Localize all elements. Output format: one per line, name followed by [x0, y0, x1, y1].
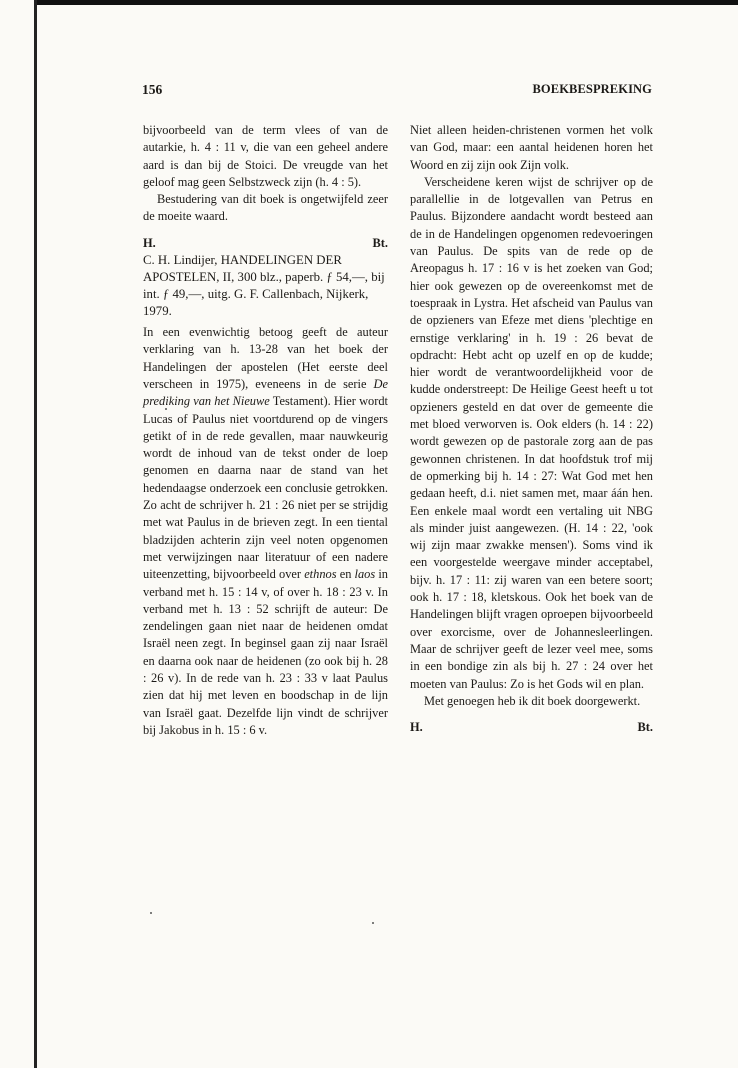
- left-column: [143, 122, 388, 739]
- review-text-a: In een evenwichtig betoog geeft de auteur verklaring van h. 13-28 van het boek der Handelingen der apostelen (Het eerste deel verscheen in 1975), eveneens in de serie: [143, 325, 388, 391]
- scan-speck: [372, 922, 374, 924]
- term-laos: laos: [354, 567, 376, 582]
- book-citation: [143, 252, 388, 320]
- review-text-c: en: [336, 567, 355, 582]
- right-column: [410, 122, 653, 736]
- scan-speck: [150, 912, 152, 914]
- scan-speck: [165, 408, 167, 410]
- paragraph-continued: bijvoorbeeld van de term vlees of van de autarkie, h. 4 : 11 v, die van een geheel andere aard is dan bij de Stoici. De vreugde van het geloof mag geen Selbstzweck zijn (h. 4 : 5).: [143, 123, 388, 189]
- review-text-b: Testament). Hier wordt Lucas of Paulus niet voortdurend op de vingers getikt of in de rede gevallen, maar nauwkeurig wordt de inhoud van de tekst onder de loep genomen en daarna naar de stand van het hedendaagse onderzoek een conclusie getrokken. Zo acht de schrijver h. 21 : 26 niet per se strijdig met wat Paulus in de brieven zegt. In een tiental bladzijden achterin zijn veel noten opgenomen met verwijzingen naar literatuur of een nadere uiteenzetting, bijvoorbeeld over: [143, 394, 388, 582]
- review-signature: [143, 235, 388, 252]
- signature-initial-right-2: Bt.: [637, 720, 653, 735]
- series-title: De prediking van het Nieuwe: [143, 376, 388, 409]
- paragraph-recommendation: Bestudering van dit boek is ongetwijfeld zeer de moeite waard.: [143, 192, 388, 224]
- signature-initial-right: Bt.: [372, 235, 388, 250]
- signature-initial-left: H.: [143, 235, 156, 250]
- scan-border-top: [34, 0, 738, 5]
- book-details: 300 blz., paperb. ƒ 54,—, bij int. ƒ 49,—, uitg. G. F. Callenbach, Nijkerk, 1979.: [143, 270, 385, 319]
- paragraph-parallels: Verscheidene keren wijst de schrijver op de parallellie in de lotgevallen van Petrus en Paulus. Bijzondere aandacht wordt besteed aan de in de Handelingen opgenomen redevoeringen van Paulus. De spits van de rede op de Areopagus h. 17 : 16 v is het zoeken van God; hier ook gewezen op de overeenkomst met de toespraak in Lystra. Het afscheid van Paulus van de opzieners van Efeze met diens 'plechtige en ernstige verklaring' in h. 19 : 26 bevat de opdracht: Hebt acht op uzelf en op de kudde; hier wordt de verantwoordelijkheid voor de kudde onderstreept: De Heilige Geest heeft u tot opzieners gesteld en dat over de gemeente die met bloed verworven is. Ook elders (h. 14 : 22) wordt gewezen op de pastorale zorg aan de pas gewonnen christenen. In dat hoofdstuk trof mij de opmerking bij h. 14 : 27: Wat God met hen gedaan heeft, d.i. niet samen met, maar áán hen. Een enkele maal wordt een vertaling uit NBG als minder juist aangewezen. (H. 14 : 22, 'ook wij zijn maar zwakke mensen'). Soms vind ik een voorgestelde weergave minder acceptabel, bijv. h. 17 : 11: zij waren van een betere soort; ook h. 17 : 18, kletskous. Ook het boek van de Handelingen blijft vragen oproepen bijvoorbeeld over exorcisme, over de Johannesleerlingen. Maar de schrijver geeft de lezer veel mee, soms in een bondige zin als bij h. 27 : 24 over het moeten van Paulus: Zo is het Gods wil en plan.: [410, 174, 653, 691]
- book-title: HANDELINGEN DER APOSTELEN, II,: [143, 253, 342, 285]
- book-author: C. H. Lindijer,: [143, 253, 221, 268]
- review-signature-2: [410, 719, 653, 736]
- term-ethnos: ethnos: [304, 567, 337, 582]
- signature-initial-left-2: H.: [410, 720, 423, 735]
- running-head: BOEKBESPREKING: [532, 82, 652, 96]
- paragraph-people-of-god: Niet alleen heiden-christenen vormen het volk van God, maar: een aantal heidenen horen het Woord en zij zijn ook Zijn volk.: [410, 123, 653, 172]
- scan-border-left: [34, 0, 37, 1068]
- page-number: 156: [142, 82, 163, 97]
- review-body: [143, 324, 388, 739]
- review-text-d: in verband met h. 15 : 14 v, of over h. 18 : 23 v. In verband met h. 13 : 52 schrijft de auteur: De zendelingen gaan niet naar de heidenen omdat Israël neen zegt. In beginsel gaan zij naar Israël en daarna ook naar de heidenen (zo ook bij h. 28 : 26 v). In de rede van h. 23 : 33 v laat Paulus zien dat hij met leven en boodschap in de lijn van Israël gaat. Dezelfde lijn vindt de schrijver bij Jakobus in h. 15 : 6 v.: [143, 567, 388, 737]
- paragraph-closing: Met genoegen heb ik dit boek doorgewerkt.: [424, 693, 641, 708]
